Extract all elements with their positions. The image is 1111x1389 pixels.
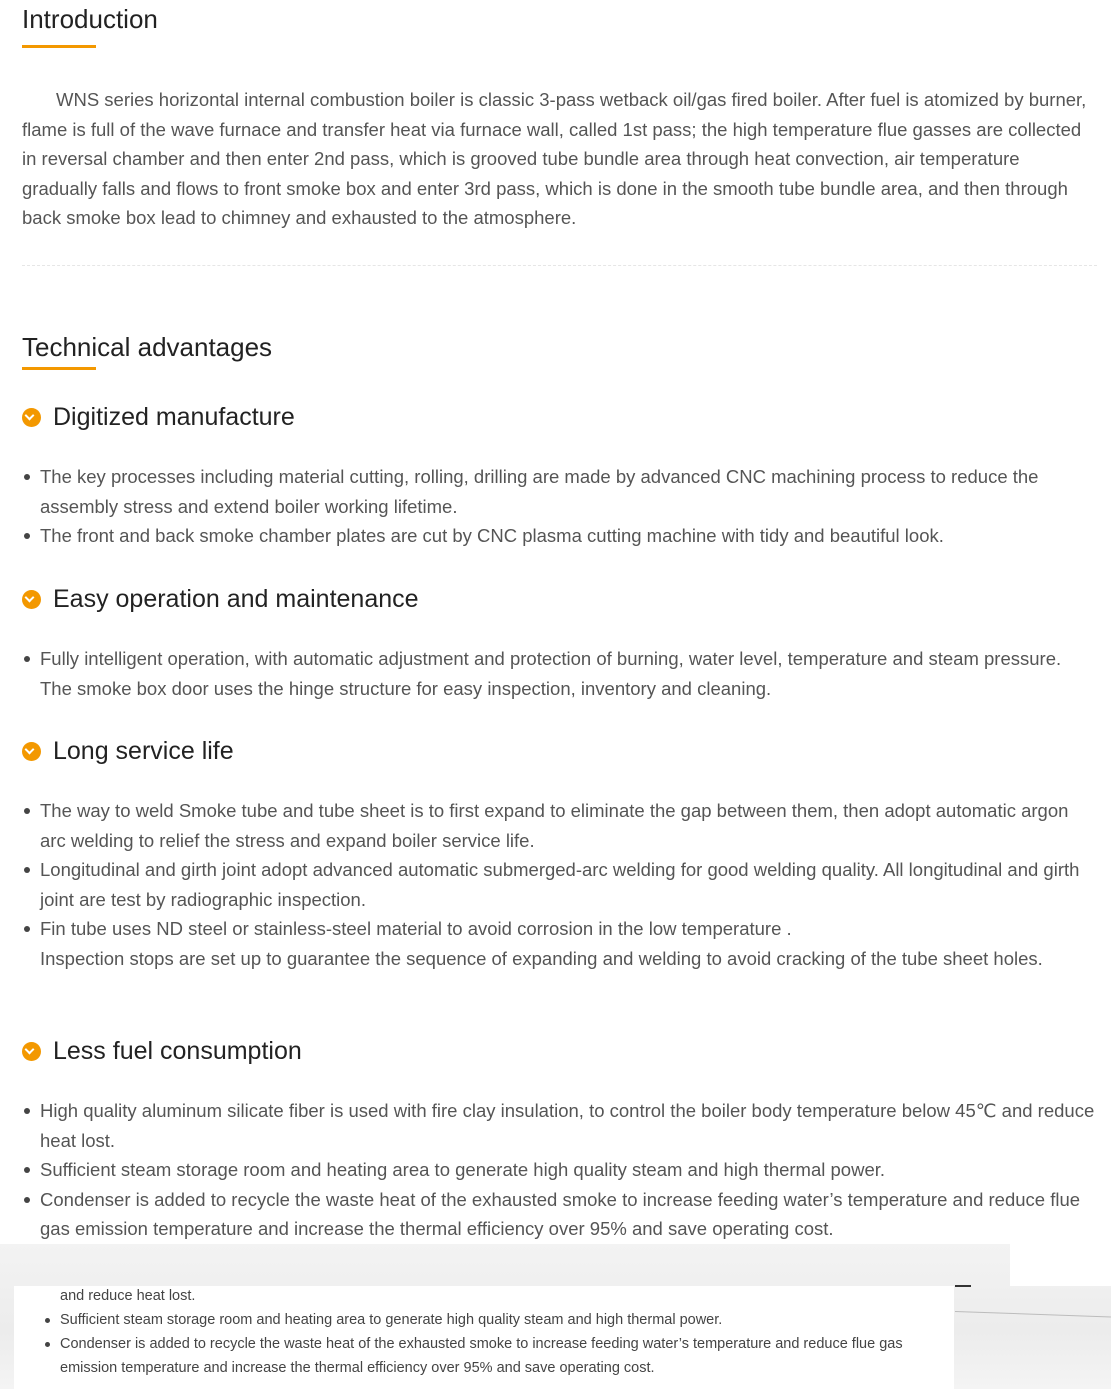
- subsection-less-fuel-consumption: [22, 1037, 302, 1066]
- list-item: High quality aluminum silicate fiber is used with fire clay insulation, to control the boiler body temperature below 45℃ and reduce heat lost.: [22, 1096, 1097, 1155]
- list-item: Condenser is added to recycle the waste heat of the exhausted smoke to increase feeding water’s temperature and reduce flue gas emission temperature and increase the thermal efficiency over 95% and save operating cost.: [42, 1332, 942, 1380]
- intro-paragraph: WNS series horizontal internal combustion boiler is classic 3-pass wetback oil/gas fired boiler. After fuel is atomized by burner, flame is full of the wave furnace and transfer heat via furnace wall, called 1st pass; the high temperature flue gasses are collected in reversal chamber and then enter 2nd pass, which is grooved tube bundle area through heat convection, air temperature gradually falls and flows to front smoke box and enter 3rd pass, which is done in the smooth tube bundle area, and then through back smoke box lead to chimney and exhausted to the atmosphere.: [22, 89, 1087, 229]
- digitized-manufacture-list: [22, 462, 1097, 551]
- overlay-list: [42, 1284, 942, 1380]
- subsection-digitized-manufacture: [22, 403, 295, 432]
- list-item: The front and back smoke chamber plates are cut by CNC plasma cutting machine with tidy and beautiful look.: [22, 521, 1097, 551]
- list-item: The key processes including material cutting, rolling, drilling are made by advanced CNC machining process to reduce the assembly stress and extend boiler working lifetime.: [22, 462, 1097, 521]
- list-item-continuation: and reduce heat lost.: [60, 1288, 196, 1304]
- list-item: Longitudinal and girth joint adopt advanced automatic submerged-arc welding for good welding quality. All longitudinal and girth joint are test by radiographic inspection.: [22, 855, 1097, 914]
- list-item: Fin tube uses ND steel or stainless-steel material to avoid corrosion in the low temperature .: [22, 914, 1097, 944]
- subsection-long-service-life: [22, 737, 234, 766]
- list-item: Fully intelligent operation, with automatic adjustment and protection of burning, water level, temperature and steam pressure. The smoke box door uses the hinge structure for easy inspection, inventory and cleaning.: [22, 644, 1097, 703]
- overlay-background-corner: [1010, 1244, 1111, 1286]
- list-item: Sufficient steam storage room and heating area to generate high quality steam and high thermal power.: [22, 1155, 1097, 1185]
- chevron-circle-icon: [22, 408, 41, 427]
- overlay-mark: [955, 1285, 971, 1287]
- list-item: Sufficient steam storage room and heating area to generate high quality steam and high thermal power.: [42, 1308, 942, 1332]
- intro-heading-underline: [22, 45, 96, 48]
- chevron-circle-icon: [22, 1042, 41, 1061]
- list-item: Condenser is added to recycle the waste heat of the exhausted smoke to increase feeding water’s temperature and reduce flue gas emission temperature and increase the thermal efficiency over 95% and save operating cost.: [22, 1185, 1097, 1244]
- subsection-title: Long service life: [53, 737, 234, 765]
- long-service-life-list: [22, 796, 1097, 974]
- section-divider: [22, 265, 1097, 266]
- subsection-easy-operation: [22, 585, 419, 614]
- subsection-title: Less fuel consumption: [53, 1037, 302, 1065]
- subsection-title: Easy operation and maintenance: [53, 585, 419, 613]
- subsection-title: Digitized manufacture: [53, 403, 295, 431]
- chevron-circle-icon: [22, 742, 41, 761]
- list-item: The way to weld Smoke tube and tube sheet is to first expand to eliminate the gap between them, then adopt automatic argon arc welding to relief the stress and expand boiler service life.: [22, 796, 1097, 855]
- list-item-continuation: Inspection stops are set up to guarantee the sequence of expanding and welding to avoid cracking of the tube sheet holes.: [40, 947, 1043, 969]
- advantages-heading: Technical advantages: [22, 332, 273, 362]
- advantages-heading-underline: [22, 367, 96, 370]
- less-fuel-consumption-list: [22, 1096, 1097, 1244]
- easy-operation-list: [22, 644, 1097, 703]
- chevron-circle-icon: [22, 590, 41, 609]
- intro-heading: Introduction: [22, 4, 158, 34]
